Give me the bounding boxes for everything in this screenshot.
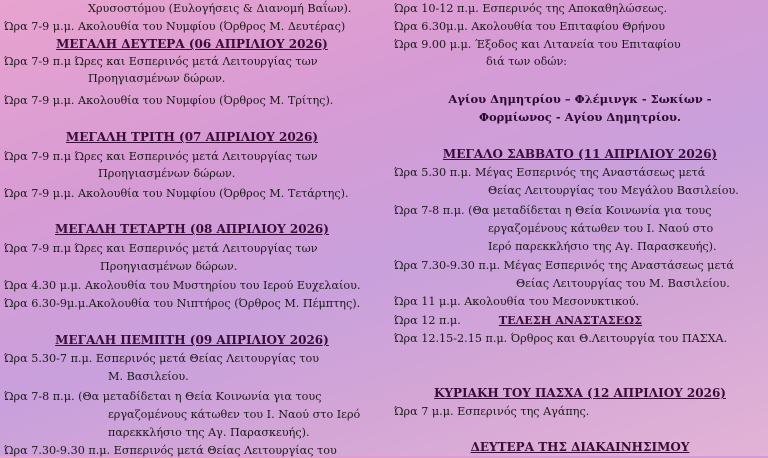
schedule-line: Ώρα 5.30 π.μ. Μέγας Εσπερινός της Αναστάσεως μετά xyxy=(394,166,706,179)
schedule-line: Προηγιασμένων δώρων. xyxy=(100,260,238,273)
schedule-line: Ώρα 7-9 π.μ Ώρες και Εσπερινός μετά Λειτουργίας των xyxy=(4,55,318,68)
heading-holy-saturday: ΜΕΓΑΛΟ ΣΑΒΒΑΤΟ (11 ΑΠΡΙΛΙΟΥ 2026) xyxy=(442,147,718,161)
heading-easter-sunday: ΚΥΡΙΑΚΗ ΤΟΥ ΠΑΣΧΑ (12 ΑΠΡΙΛΙΟΥ 2026) xyxy=(434,386,726,400)
schedule-line: Προηγιασμένων δώρων. xyxy=(98,167,236,180)
schedule-line: εργαζομένους κάτωθεν του Ι. Ναού στο xyxy=(488,222,714,235)
schedule-line: Ώρα 7 μ.μ. Εσπερινός της Αγάπης. xyxy=(394,405,590,418)
schedule-line: Ώρα 7.30-9.30 π.μ. Μέγας Εσπερινός της Αναστάσεως μετά xyxy=(394,259,734,272)
schedule-line: Ώρα 11 μ.μ. Ακολουθία του Μεσονυκτικού. xyxy=(394,295,640,308)
schedule-line: Ώρα 5.30-7 π.μ. Εσπερινός μετά Θείας Λειτουργίας του xyxy=(4,352,319,365)
left-column xyxy=(0,0,384,456)
schedule-line: Χρυσοστόμου (Ευλογήσεις & Διανομή Βαΐων). xyxy=(88,2,352,15)
heading-holy-wednesday: ΜΕΓΑΛΗ ΤΕΤΑΡΤΗ (08 ΑΠΡΙΛΙΟΥ 2026) xyxy=(55,222,329,236)
time-label: Ώρα 12 π.μ. xyxy=(394,314,461,327)
procession-route: Αγίου Δημητρίου – Φλέμινγκ - Σωκίων - xyxy=(448,92,712,106)
schedule-line: εργαζομένους κάτωθεν του Ι. Ναού στο Ιερό xyxy=(108,408,361,421)
schedule-line: Προηγιασμένων δώρων. xyxy=(88,72,226,85)
schedule-line: παρεκκλήσιο της Αγ. Παρασκευής). xyxy=(108,426,310,439)
procession-route: Φορμίωνος - Αγίου Δημητρίου. xyxy=(478,110,682,124)
schedule-line: Θείας Λειτουργίας του Μεγάλου Βασιλείου. xyxy=(488,184,739,197)
heading-bright-monday: ΔΕΥΤΕΡΑ ΤΗΣ ΔΙΑΚΑΙΝΗΣΙΜΟΥ xyxy=(470,440,690,454)
schedule-line: Ώρα 4.30 μ.μ. Ακολουθία του Μυστηρίου του Ιερού Ευχελαίου. xyxy=(4,279,361,292)
schedule-line: Ώρα 7-8 π.μ. (Θα μεταδίδεται η Θεία Κοινωνία για τους xyxy=(394,204,712,217)
resurrection-heading: ΤΕΛΕΣΗ ΑΝΑΣΤΑΣΕΩΣ xyxy=(498,313,643,327)
schedule-line: Ώρα 7.30-9.30 π.μ. Εσπερινός μετά Θείας Λειτουργίας του xyxy=(4,444,337,457)
heading-holy-tuesday: ΜΕΓΑΛΗ ΤΡΙΤΗ (07 ΑΠΡΙΛΙΟΥ 2026) xyxy=(65,130,319,144)
schedule-line: Ώρα 9.00 μ.μ. Έξοδος και Λιτανεία του Επιταφίου xyxy=(394,38,681,51)
schedule-line: Θείας Λειτουργίας του Μ. Βασιλείου. xyxy=(516,277,730,290)
heading-holy-monday: ΜΕΓΑΛΗ ΔΕΥΤΕΡΑ (06 ΑΠΡΙΛΙΟΥ 2026) xyxy=(56,37,328,51)
schedule-line: Ώρα 12.15-2.15 π.μ. Όρθρος και Θ.Λειτουργία του ΠΑΣΧΑ. xyxy=(394,332,728,345)
schedule-line: Μ. Βασιλείου. xyxy=(108,370,189,383)
schedule-line: Ώρα 7-9 μ.μ. Ακολουθία του Νυμφίου (Όρθρος Μ. Τρίτης). xyxy=(4,94,334,107)
schedule-line: Ώρα 7-9 π.μ Ώρες και Εσπερινός μετά Λειτουργίας των xyxy=(4,150,318,163)
schedule-line: Ώρα 6.30-9μ.μ.Ακολουθία του Νιπτήρος (Όρθρος Μ. Πέμπτης). xyxy=(4,297,361,310)
schedule-line: Ώρα 10-12 π.μ. Εσπερινός της Αποκαθηλώσεως. xyxy=(394,2,668,15)
schedule-line: διά των οδών: xyxy=(486,55,568,68)
schedule-line: Ώρα 7-9 μ.μ. Ακολουθία του Νυμφίου (Όρθρος Μ. Τετάρτης). xyxy=(4,187,349,200)
schedule-line: Ώρα 7-9 π.μ Ώρες και Εσπερινός μετά Λειτουργίας των xyxy=(4,242,318,255)
schedule-line: Ώρα 7-8 π.μ. (Θα μεταδίδεται η Θεία Κοινωνία για τους xyxy=(4,390,322,403)
heading-holy-thursday: ΜΕΓΑΛΗ ΠΕΜΠΤΗ (09 ΑΠΡΙΛΙΟΥ 2026) xyxy=(55,333,329,347)
schedule-line: Ιερό παρεκκλήσιο της Αγ. Παρασκευής). xyxy=(488,240,717,253)
schedule-line: Ώρα 6.30μ.μ. Ακολουθία του Επιταφίου Θρήνου xyxy=(394,20,666,33)
schedule-line: Ώρα 7-9 μ.μ. Ακολουθία του Νυμφίου (Όρθρος Μ. Δευτέρας) xyxy=(4,20,346,33)
right-column xyxy=(392,0,768,456)
schedule-line xyxy=(394,313,642,328)
